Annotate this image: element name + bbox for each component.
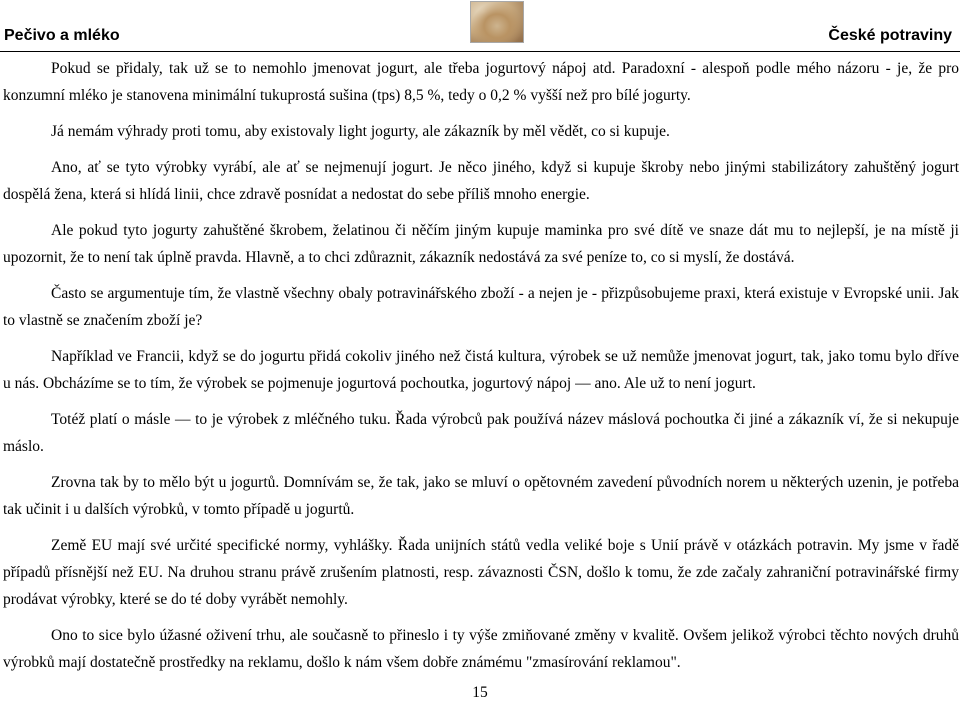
page-number: 15 — [472, 684, 488, 701]
paragraph-1: Pokud se přidaly, tak už se to nemohlo jmenovat jogurt, ale třeba jogurtový nápoj atd. Paradoxní - alespoň podle mého názoru - je, že pro konzumní mléko je stanovena minimální tukuprostá sušina (tps) 8,5 %, tedy o 0,2 % vyšší než pro bílé jogurty. — [3, 60, 959, 104]
header-right-title: České potraviny — [828, 27, 952, 44]
paragraph-9: Země EU mají své určité specifické normy, vyhlášky. Řada unijních států vedla veliké boje s Unií právě v otázkách potravin. My jsme v řadě případů přísnější než EU. Na druhou stranu právě zrušením platnosti, resp. závaznosti ČSN, došlo k tomu, že zde začaly zahraniční potravinářské firmy prodávat výrobky, které se do té doby vyrábět nemohly. — [3, 537, 959, 608]
paragraph-2: Já nemám výhrady proti tomu, aby existovaly light jogurty, ale zákazník by měl vědět, co si kupuje. — [51, 123, 670, 140]
header-left-title: Pečivo a mléko — [4, 27, 120, 44]
paragraph-10: Ono to sice bylo úžasné oživení trhu, ale současně to přineslo i ty výše zmiňované změny v kvalitě. Ovšem jelikož výrobci těchto nových druhů výrobků mají dostatečně prostředky na reklamu, došlo k nám všem dobře známému "zmasírování reklamou". — [3, 627, 959, 671]
paragraph-4: Ale pokud tyto jogurty zahuštěné škrobem, želatinou či něčím jiným kupuje maminka pro své dítě ve snaze dát mu to nejlepší, je na místě ji upozornit, že to není tak úplně pravda. Hlavně, a to chci zdůraznit, zákazník nedostává za své peníze to, co si myslí, že dostává. — [3, 222, 959, 266]
paragraph-8: Zrovna tak by to mělo být u jogurtů. Domnívám se, že tak, jako se mluví o opětovném zavedení původních norem u některých uzenin, je potřeba tak učinit i u dalších výrobků, v tomto případě u jogurtů. — [3, 474, 959, 518]
paragraph-3: Ano, ať se tyto výrobky vyrábí, ale ať se nejmenují jogurt. Je něco jiného, když si kupuje škroby nebo jinými stabilizátory zahuštěný jogurt dospělá žena, která si hlídá linii, chce zdravě posnídat a nedostat do sebe příliš mnoho energie. — [3, 159, 959, 203]
paragraph-5: Často se argumentuje tím, že vlastně všechny obaly potravinářského zboží - a nejen je - přizpůsobujeme praxi, která existuje v Evropské unii. Jak to vlastně se značením zboží je? — [3, 285, 959, 329]
page-header — [0, 0, 960, 52]
document-body — [3, 55, 959, 685]
paragraph-7: Totéž platí o másle — to je výrobek z mléčného tuku. Řada výrobců pak používá název máslová pochoutka či jiné a zákazník ví, že si nekupuje máslo. — [3, 411, 959, 455]
bread-photo-icon — [470, 1, 524, 43]
paragraph-6: Například ve Francii, když se do jogurtu přidá cokoliv jiného než čistá kultura, výrobek se už nemůže jmenovat jogurt, tak, jako tomu bylo dříve u nás. Obcházíme se to tím, že výrobek se pojmenuje jogurtová pochoutka, jogurtový nápoj — ano. Ale už to není jogurt. — [3, 348, 959, 392]
header-divider — [0, 51, 960, 52]
